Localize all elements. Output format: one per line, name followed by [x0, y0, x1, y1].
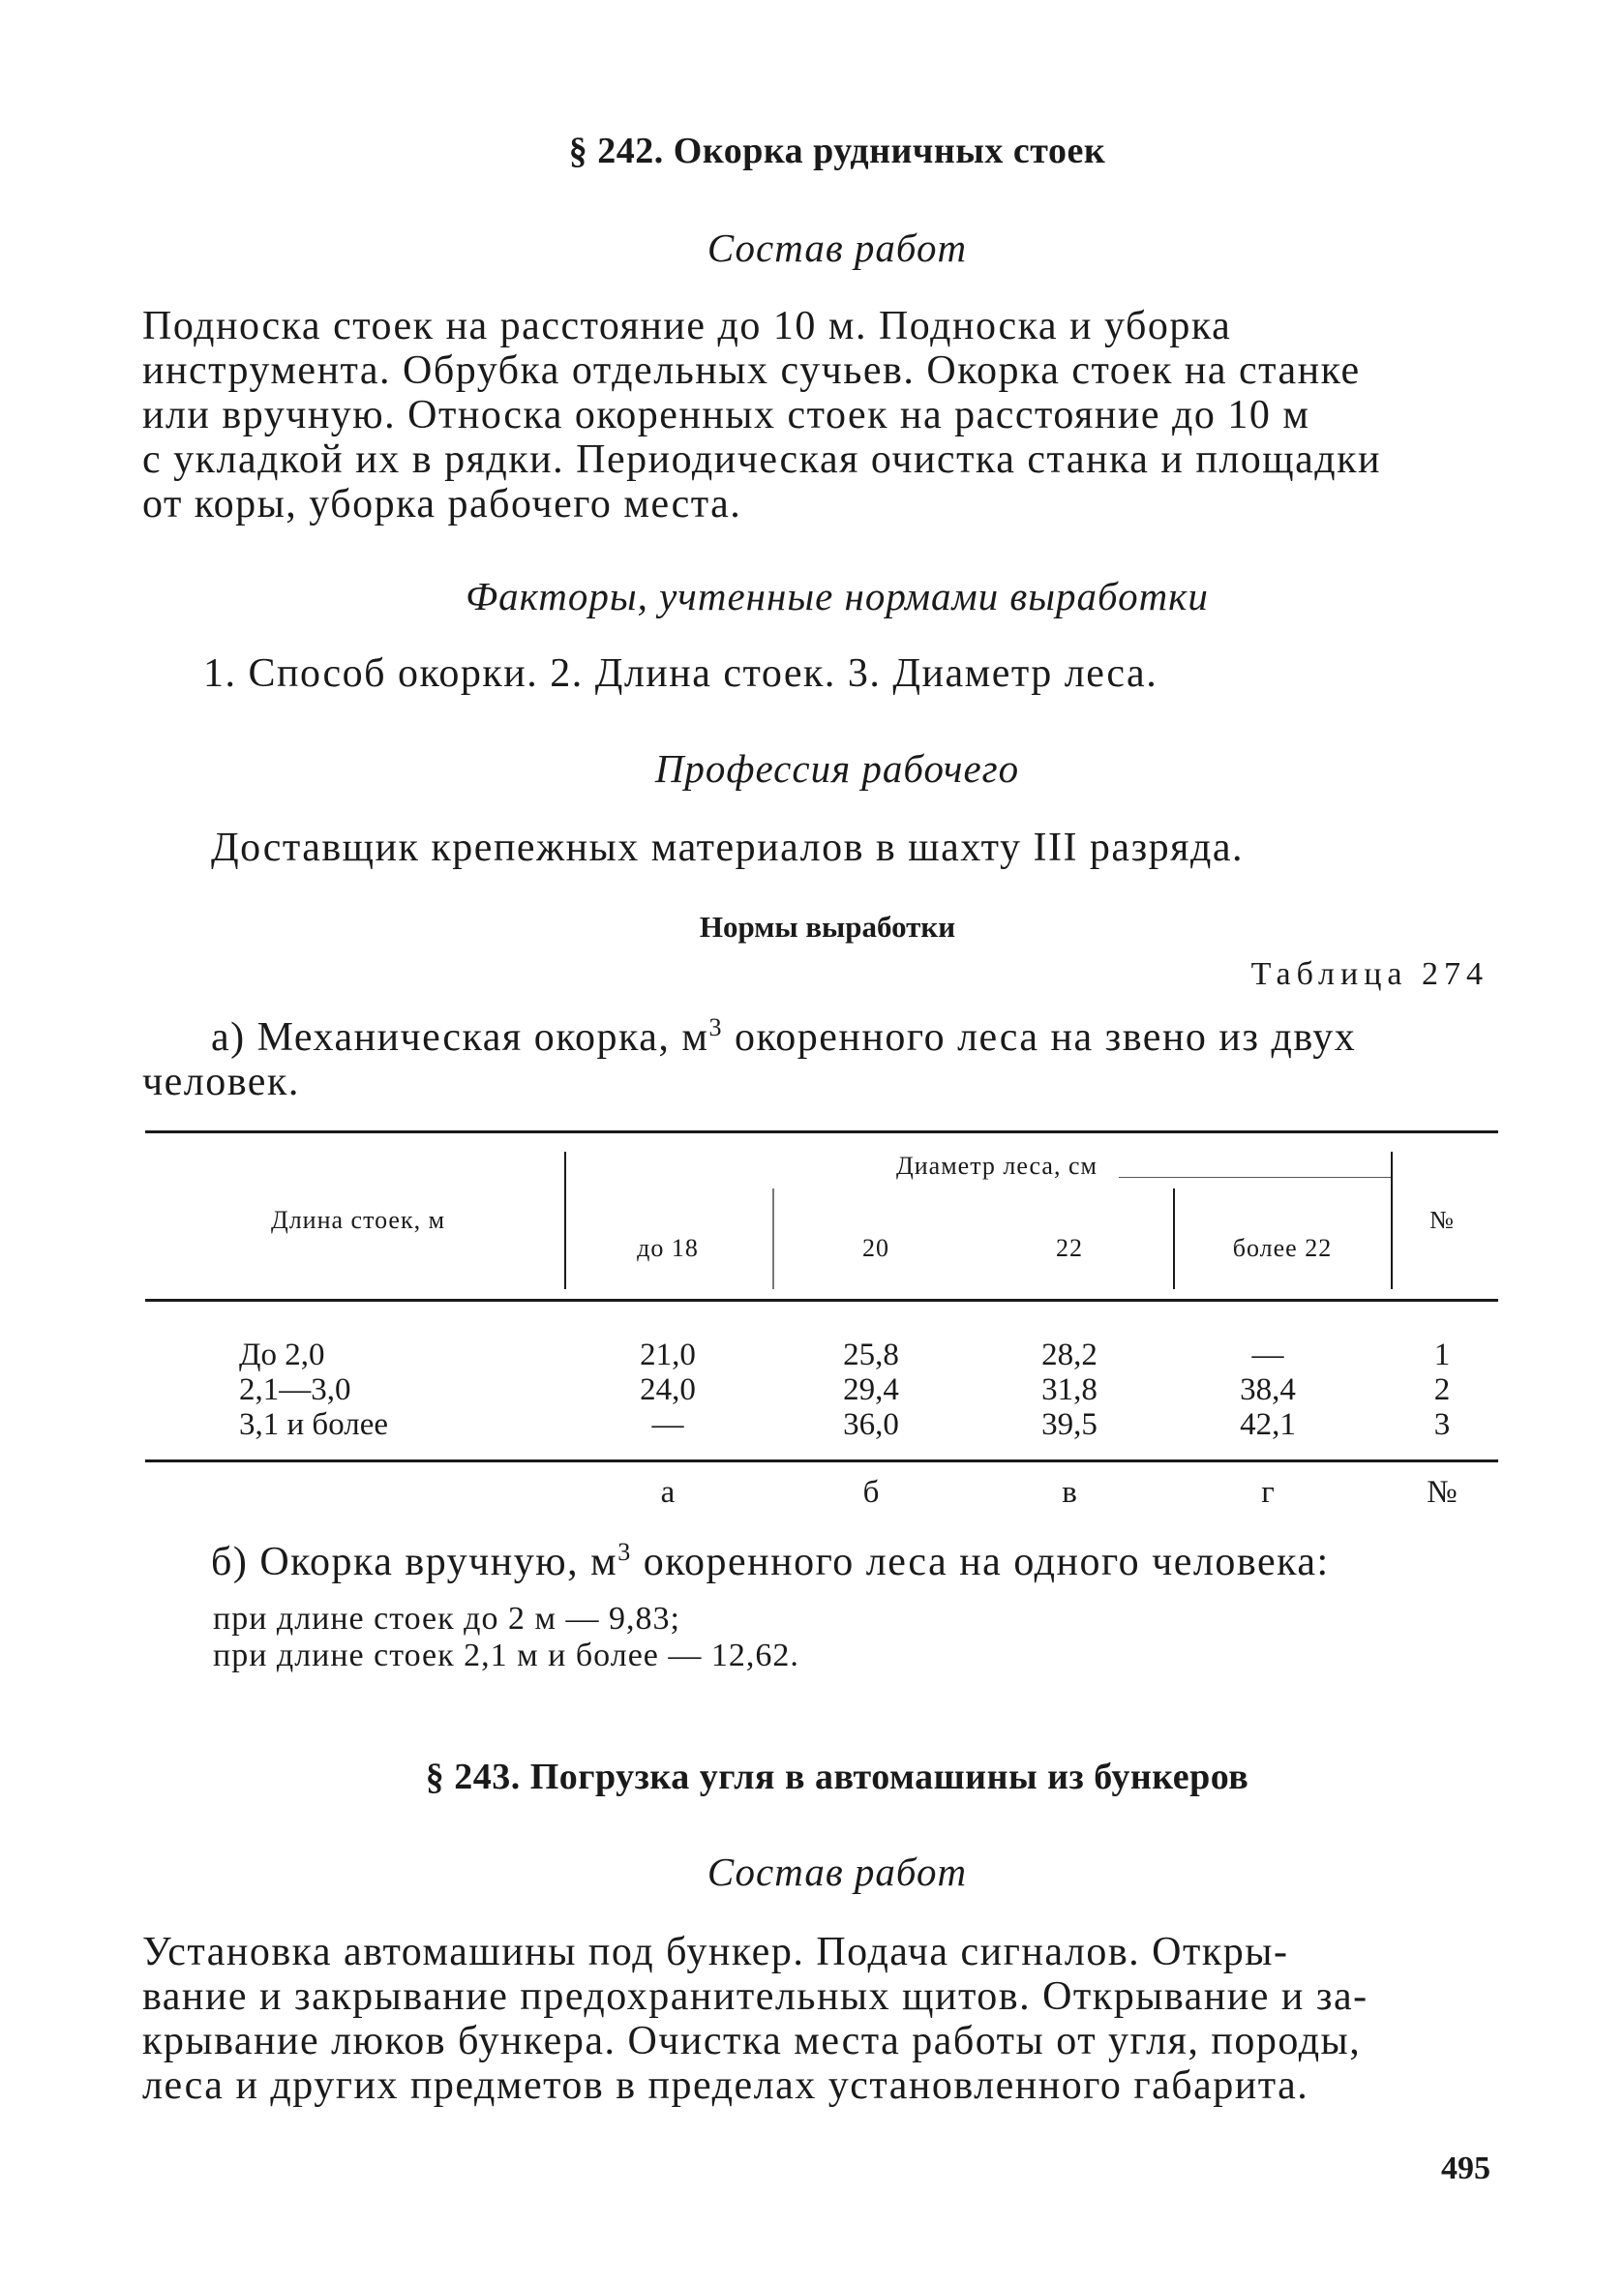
num-header: № — [1429, 1206, 1455, 1234]
cell-value: 39,5 — [1041, 1407, 1098, 1442]
col-header: 20 — [862, 1234, 889, 1262]
col-header: более 22 — [1232, 1234, 1333, 1262]
table-header-rule — [145, 1299, 1498, 1302]
footer-letter: г — [1261, 1475, 1275, 1510]
cell-value: 38,4 — [1240, 1372, 1296, 1407]
col-header: до 18 — [637, 1234, 699, 1262]
cell-value: 29,4 — [843, 1372, 899, 1407]
cell-length: 3,1 и более — [239, 1407, 389, 1442]
cell-value: 36,0 — [843, 1407, 899, 1442]
section-243-heading: § 243. Погрузка угля в автомашины из бункеров — [425, 1757, 1249, 1797]
footer-num: № — [1427, 1475, 1458, 1510]
table-divider — [1173, 1188, 1175, 1289]
page-number: 495 — [1441, 2151, 1490, 2186]
text-line: вание и закрывание предохранительных щитов. Открывание и за- — [142, 1974, 1368, 2019]
table-divider — [772, 1188, 774, 1289]
cell-value: 28,2 — [1041, 1338, 1098, 1372]
text-line: или вручную. Относка окоренных стоек на расстояние до 10 м — [142, 393, 1310, 437]
factors-text: 1. Способ окорки. 2. Длина стоек. 3. Диаметр леса. — [203, 651, 1158, 696]
row-header: Длина стоек, м — [270, 1206, 446, 1234]
section-242-heading: § 242. Окорка рудничных стоек — [568, 131, 1106, 171]
footer-letter: а — [660, 1475, 676, 1510]
table-bottom-rule — [145, 1459, 1498, 1462]
mechanical-title-line2: человек. — [142, 1060, 300, 1104]
text-line: от коры, уборка рабочего места. — [142, 482, 742, 526]
manual-line-2: при длине стоек 2,1 м и более — 12,62. — [213, 1638, 799, 1673]
cell-length: 2,1—3,0 — [239, 1372, 351, 1407]
cell-value: 24,0 — [640, 1372, 696, 1407]
text-line: инструмента. Обрубка отдельных сучьев. Окорка стоек на станке — [142, 348, 1361, 393]
group-header: Диаметр леса, см — [896, 1152, 1098, 1180]
text-line: Установка автомашины под бункер. Подача сигналов. Откры- — [142, 1930, 1289, 1974]
col-header: 22 — [1056, 1234, 1083, 1262]
footer-letter: в — [1062, 1475, 1077, 1510]
section-242-sostav-title: Состав работ — [707, 226, 968, 270]
profession-title: Профессия рабочего — [654, 746, 1020, 791]
cell-value: 25,8 — [843, 1338, 899, 1372]
table-divider — [564, 1152, 566, 1289]
manual-title: б) Окорка вручную, $м^3$ окоренного леса на одного человека: — [211, 1538, 1330, 1584]
text-line: крывание люков бункера. Очистка места работы от угля, породы, — [142, 2019, 1362, 2063]
section-243-sostav-text — [142, 1930, 1495, 2108]
cell-value: 42,1 — [1240, 1407, 1296, 1442]
footer-letter: б — [862, 1475, 880, 1510]
cell-value: 21,0 — [640, 1338, 696, 1372]
table-top-rule — [145, 1130, 1498, 1133]
profession-text: Доставщик крепежных материалов в шахту III разряда. — [211, 826, 1244, 870]
cell-num: 3 — [1433, 1407, 1451, 1442]
cell-value: 31,8 — [1041, 1372, 1098, 1407]
section-242-sostav-text — [142, 304, 1495, 526]
cell-value: — — [1251, 1338, 1284, 1372]
cell-num: 1 — [1433, 1338, 1451, 1372]
section-243-sostav-title: Состав работ — [707, 1850, 968, 1894]
cell-length: До 2,0 — [239, 1338, 325, 1372]
manual-line-1: при длине стоек до 2 м — 9,83; — [213, 1601, 680, 1637]
table-number: Таблица 274 — [1250, 956, 1489, 992]
text-line: с укладкой их в рядки. Периодическая очистка станка и площадки — [142, 437, 1382, 482]
mechanical-title: а) Механическая окорка, $м^3$ окоренного леса на звено из двух — [211, 1013, 1357, 1060]
text-line: Подноска стоек на расстояние до 10 м. Подноска и уборка — [142, 304, 1232, 348]
table-divider — [1391, 1152, 1393, 1289]
cell-num: 2 — [1433, 1372, 1451, 1407]
text-line: леса и других предметов в пределах установленного габарита. — [142, 2063, 1309, 2108]
cell-value: — — [651, 1407, 684, 1442]
norms-caption: Нормы выработки — [699, 910, 956, 944]
factors-title: Факторы, учтенные нормами выработки — [466, 574, 1209, 618]
